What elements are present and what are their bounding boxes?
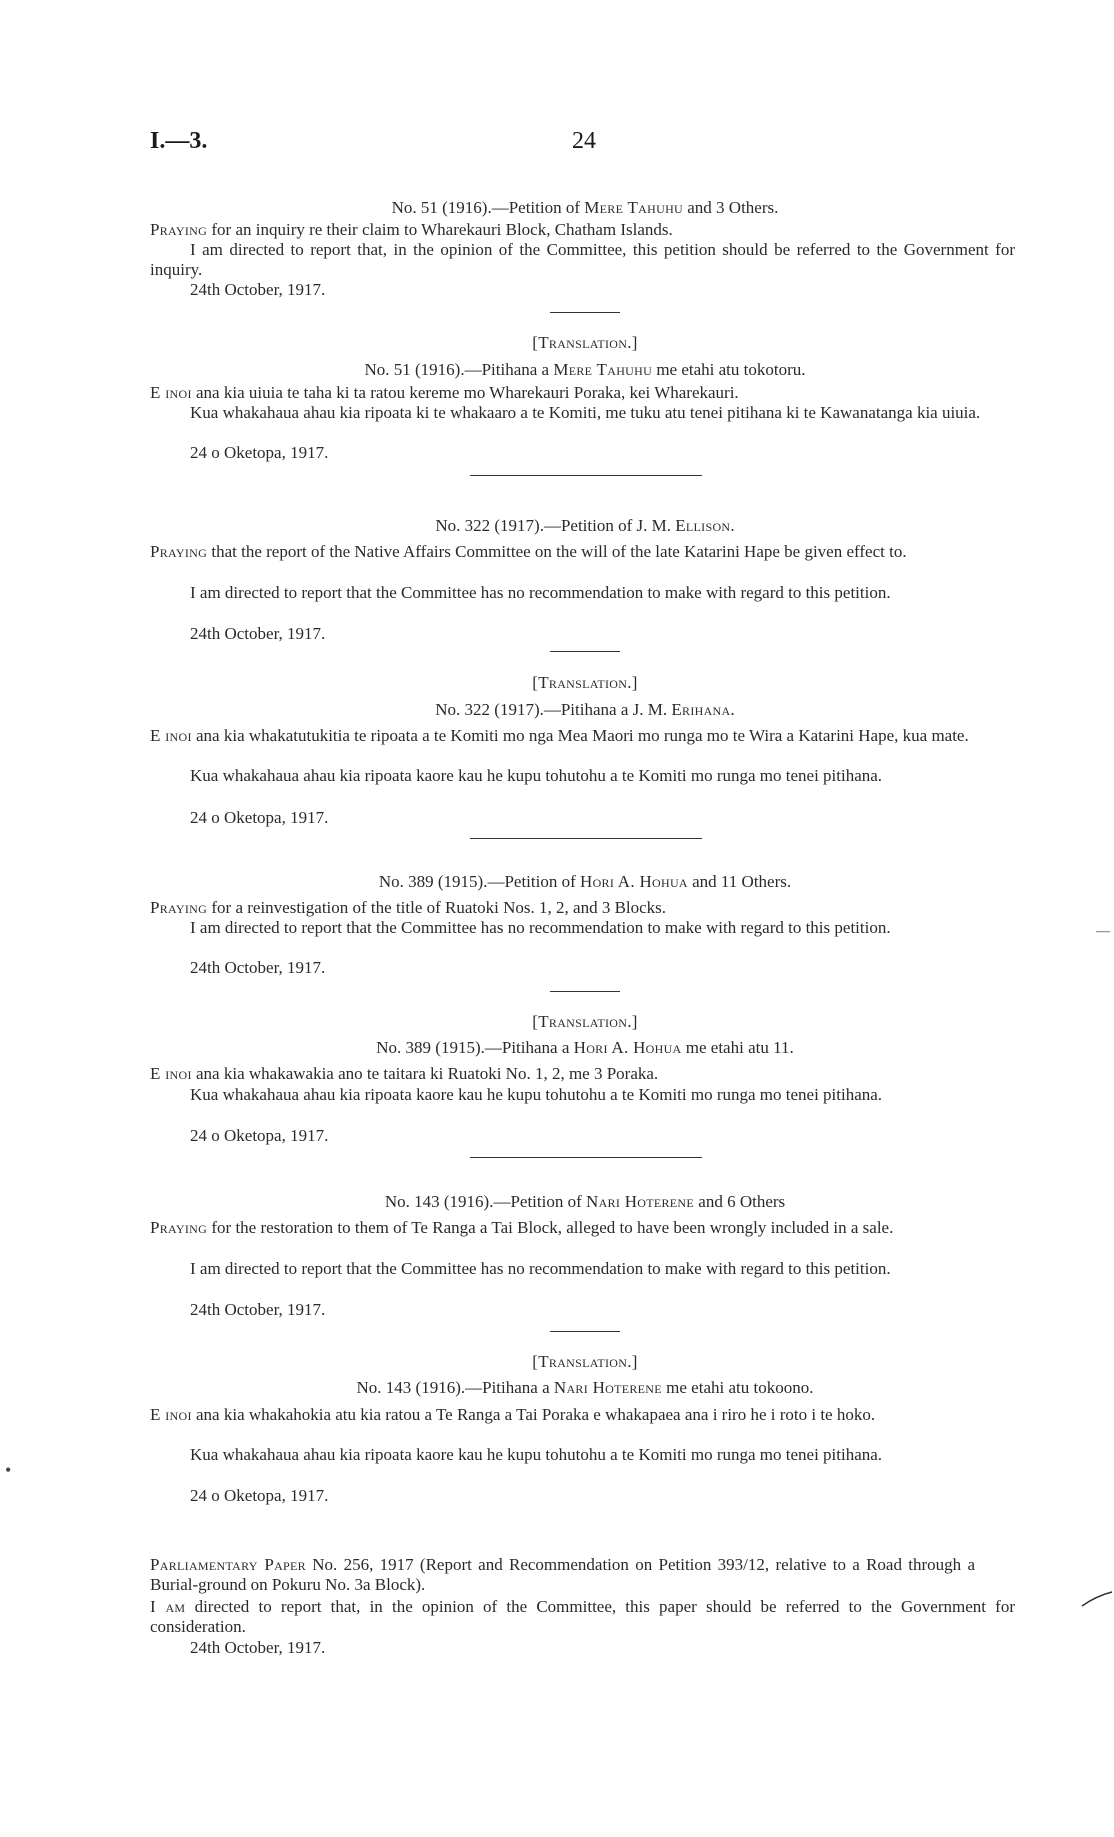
petition-title: No. 51 (1916).—Pitihana a Mere Tahuhu me etahi atu tokotoru. <box>364 360 806 379</box>
report-date: 24 o Oketopa, 1917. <box>190 443 329 462</box>
scan-mark: • <box>5 1460 12 1480</box>
report-date: 24th October, 1917. <box>190 624 326 643</box>
report-paragraph: Kua whakahaua ahau kia ripoata kaore kau he kupu tohutohu a te Komiti mo runga mo tenei pitihana. <box>190 1085 883 1104</box>
translation-label: [Translation.] <box>532 673 638 692</box>
petition-title: No. 51 (1916).—Petition of Mere Tahuhu and 3 Others. <box>391 198 779 217</box>
report-paragraph: I am directed to report that the Committee has no recommendation to make with regard to this petition. <box>190 1259 891 1278</box>
praying-paragraph: E inoi ana kia uiuia te taha ki ta ratou kereme mo Wharekauri Poraka, kei Wharekauri. <box>150 383 739 402</box>
praying-paragraph: E inoi ana kia whakahokia atu kia ratou a Te Ranga a Tai Poraka e whakapaea ana i riro he i roto i te hoko. <box>150 1405 876 1424</box>
praying-paragraph: E inoi ana kia whakatutukitia te ripoata a te Komiti mo nga Mea Maori mo runga mo te Wira a Katarini Hape, kua mate. <box>150 726 969 745</box>
section-divider <box>550 1331 620 1332</box>
parliamentary-paper-paragraph: Parliamentary Paper No. 256, 1917 (Report and Recommendation on Petition 393/12, relative to a Road through a Burial-ground on Pokuru No. 3a Block). <box>150 1555 975 1594</box>
report-paragraph: Kua whakahaua ahau kia ripoata kaore kau he kupu tohutohu a te Komiti mo runga mo tenei pitihana. <box>190 1445 883 1464</box>
praying-paragraph: Praying that the report of the Native Affairs Committee on the will of the late Katarini Hape be given effect to. <box>150 542 907 561</box>
scan-mark: — <box>1096 924 1110 939</box>
translation-label: [Translation.] <box>532 1352 638 1371</box>
praying-paragraph: E inoi ana kia whakawakia ano te taitara ki Ruatoki No. 1, 2, me 3 Poraka. <box>150 1064 659 1083</box>
report-date: 24th October, 1917. <box>190 1638 326 1657</box>
report-date: 24 o Oketopa, 1917. <box>190 1126 329 1145</box>
section-divider <box>550 651 620 652</box>
parliamentary-report-paragraph: I am directed to report that, in the opinion of the Committee, this paper should be referred to the Government for consideration. <box>150 1597 1016 1636</box>
praying-paragraph: Praying for an inquiry re their claim to Wharekauri Block, Chatham Islands. <box>150 220 673 239</box>
report-date: 24th October, 1917. <box>190 1300 326 1319</box>
petition-title: No. 389 (1915).—Pitihana a Hori A. Hohua me etahi atu 11. <box>376 1038 794 1057</box>
report-date: 24th October, 1917. <box>190 958 326 977</box>
paper-code: I.—3. <box>150 128 208 154</box>
report-paragraph: I am directed to report that the Committee has no recommendation to make with regard to this petition. <box>190 918 891 937</box>
section-divider <box>470 838 702 839</box>
report-date: 24 o Oketopa, 1917. <box>190 808 329 827</box>
report-date: 24th October, 1917. <box>190 280 326 299</box>
report-paragraph: I am directed to report that, in the opinion of the Committee, this petition should be referred to the Government for inquiry. <box>150 240 1015 279</box>
report-paragraph: I am directed to report that the Committee has no recommendation to make with regard to this petition. <box>190 583 891 602</box>
translation-label: [Translation.] <box>532 1012 638 1031</box>
section-divider <box>470 1157 702 1158</box>
petition-title: No. 322 (1917).—Pitihana a J. M. Erihana. <box>435 700 735 719</box>
report-paragraph: Kua whakahaua ahau kia ripoata kaore kau he kupu tohutohu a te Komiti mo runga mo tenei pitihana. <box>190 766 883 785</box>
section-divider <box>550 991 620 992</box>
petition-title: No. 389 (1915).—Petition of Hori A. Hohua and 11 Others. <box>378 872 792 891</box>
praying-paragraph: Praying for a reinvestigation of the title of Ruatoki Nos. 1, 2, and 3 Blocks. <box>150 898 667 917</box>
petition-title: No. 143 (1916).—Petition of Nari Hoterene and 6 Others <box>384 1192 786 1211</box>
page-number: 24 <box>572 128 596 154</box>
section-divider <box>550 312 620 313</box>
translation-label: [Translation.] <box>532 333 638 352</box>
report-paragraph: Kua whakahaua ahau kia ripoata ki te whakaaro a te Komiti, me tuku atu tenei pitihana ki te Kawanatanga kia uiuia. <box>190 403 981 422</box>
scan-mark-stroke <box>1080 1590 1114 1610</box>
section-divider <box>470 475 702 476</box>
petition-title: No. 322 (1917).—Petition of J. M. Ellison. <box>435 516 735 535</box>
petition-title: No. 143 (1916).—Pitihana a Nari Hoterene me etahi atu tokoono. <box>356 1378 814 1397</box>
praying-paragraph: Praying for the restoration to them of Te Ranga a Tai Block, alleged to have been wrongly included in a sale. <box>150 1218 894 1237</box>
report-date: 24 o Oketopa, 1917. <box>190 1486 329 1505</box>
